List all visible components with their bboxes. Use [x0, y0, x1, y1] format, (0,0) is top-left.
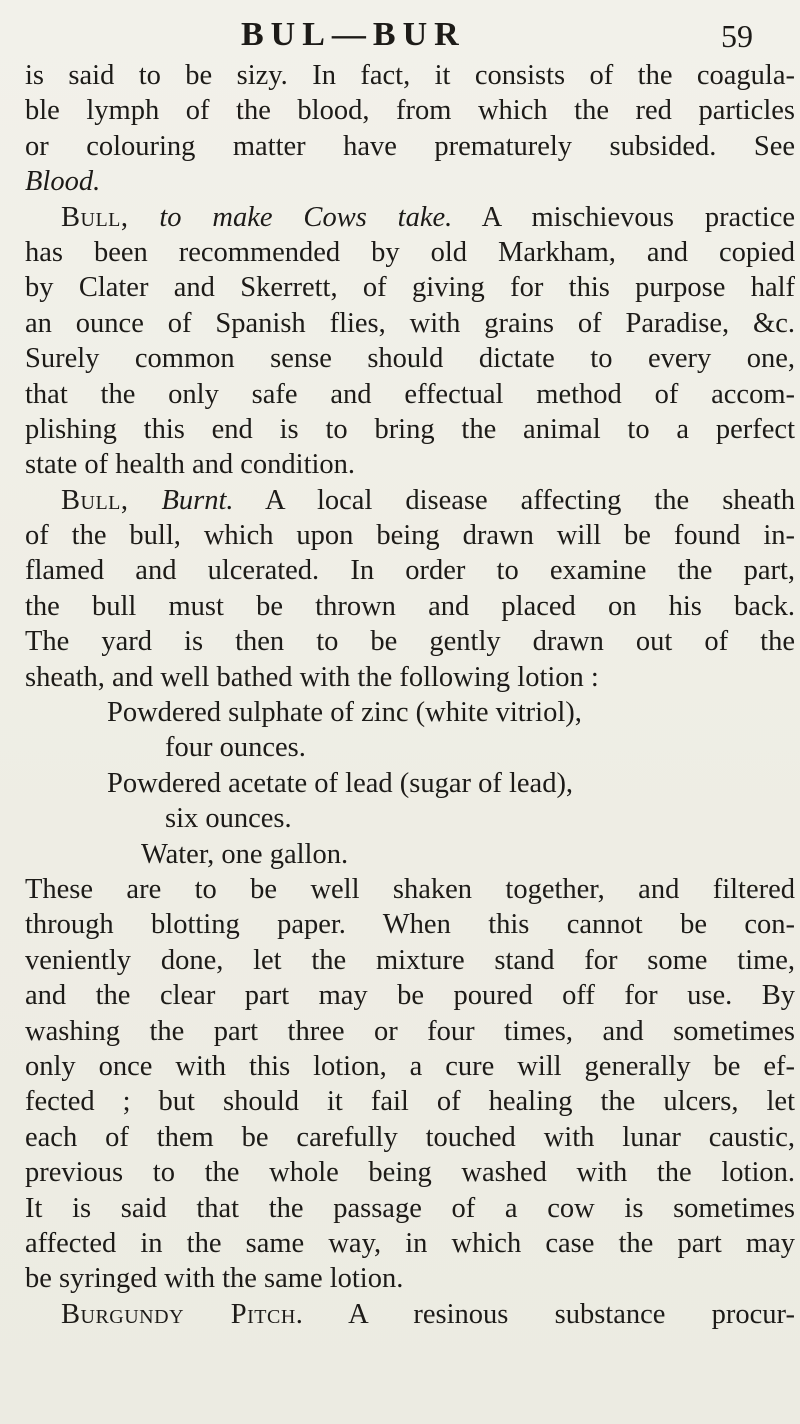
text-line: It is said that the passage of a cow is sometimes [25, 1192, 795, 1224]
text-line: the bull must be thrown and placed on his back. [25, 590, 795, 622]
recipe-ingredient: Water, one gallon. [141, 838, 349, 870]
entry-text: A mischievous practice [481, 201, 795, 233]
text-line: These are to be well shaken together, and filtered [25, 873, 795, 905]
text-line: and the clear part may be poured off for use. By [25, 980, 795, 1012]
entry-headword: Bull, [61, 201, 129, 233]
text-line: washing the part three or four times, and sometimes [25, 1015, 795, 1047]
entry-subhead: to make Cows take. [159, 201, 453, 233]
text-line: sheath, and well bathed with the following lotion : [25, 661, 599, 693]
text-line: through blotting paper. When this cannot be con- [25, 909, 795, 941]
text-line: that the only safe and effectual method of accom- [25, 378, 795, 410]
running-head [0, 16, 800, 56]
entry-subhead: Burnt. [161, 484, 234, 516]
text-line: state of health and condition. [25, 449, 356, 481]
entry-text: A local disease affecting the sheath [264, 484, 796, 516]
text-line: fected ; but should it fail of healing the ulcers, let [25, 1086, 795, 1118]
text-line: has been recommended by old Markham, and copied [25, 236, 795, 268]
page-number: 59 [721, 18, 753, 54]
text-line: an ounce of Spanish flies, with grains of Paradise, &c. [25, 307, 795, 339]
body-text [25, 58, 795, 1332]
running-head-title: BUL—BUR [241, 16, 466, 53]
text-line: The yard is then to be gently drawn out of the [25, 626, 795, 658]
entry-text: A resinous substance procur- [348, 1298, 795, 1330]
text-line: flamed and ulcerated. In order to examine the part, [25, 555, 795, 587]
text-line: or colouring matter have prematurely subsided. See [25, 130, 795, 162]
text-line: veniently done, let the mixture stand for some time, [25, 944, 795, 976]
entry-first-line [25, 483, 795, 518]
recipe-ingredient: Powdered sulphate of zinc (white vitriol), [107, 697, 582, 729]
recipe-quantity: six ounces. [165, 803, 292, 835]
text-line: is said to be sizy. In fact, it consists of the coagula- [25, 60, 795, 91]
entry-headword: Burgundy Pitch. [61, 1298, 304, 1330]
cross-reference: Blood. [25, 166, 101, 198]
recipe-ingredient: Powdered acetate of lead (sugar of lead), [107, 767, 574, 799]
recipe-quantity: four ounces. [165, 732, 306, 764]
text-line: be syringed with the same lotion. [25, 1263, 404, 1295]
text-line: previous to the whole being washed with the lotion. [25, 1157, 795, 1189]
text-line: only once with this lotion, a cure will generally be ef- [25, 1050, 795, 1082]
text-line: affected in the same way, in which case the part may [25, 1227, 795, 1259]
text-line: of the bull, which upon being drawn will be found in- [25, 520, 795, 552]
entry-first-line [25, 200, 795, 235]
text-line: ble lymph of the blood, from which the red particles [25, 95, 795, 127]
entry-headword: Bull, [61, 484, 129, 516]
text-line: by Clater and Skerrett, of giving for this purpose half [25, 272, 795, 304]
text-line: each of them be carefully touched with lunar caustic, [25, 1121, 795, 1153]
text-line: plishing this end is to bring the animal to a perfect [25, 413, 795, 445]
text-line: Surely common sense should dictate to every one, [25, 343, 795, 375]
entry-first-line [25, 1297, 795, 1332]
